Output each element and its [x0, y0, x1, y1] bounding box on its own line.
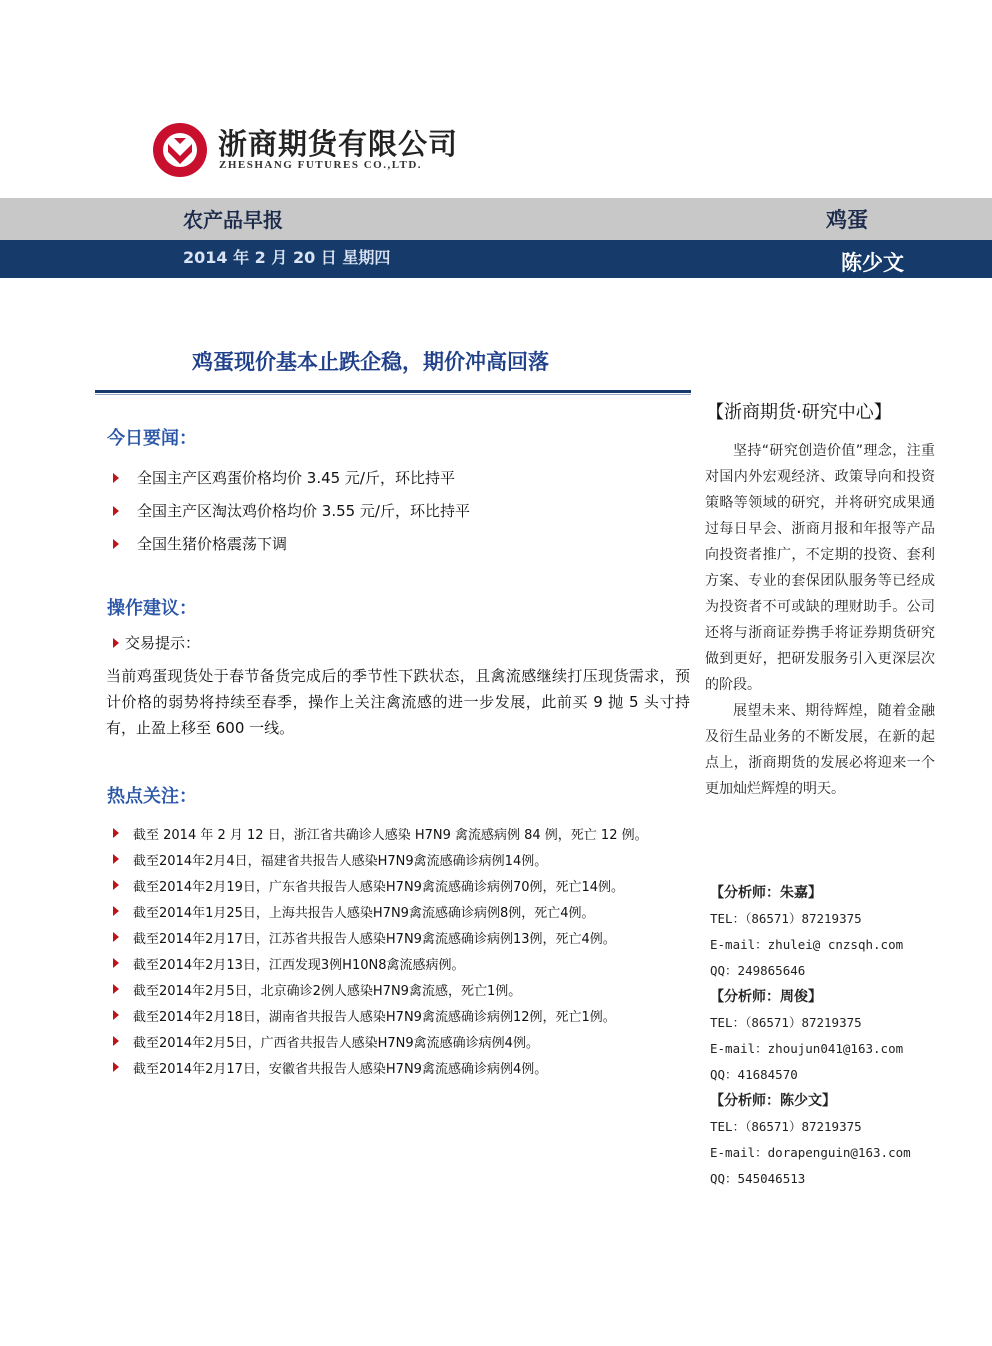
- bullet-triangle-icon: [113, 638, 119, 648]
- analyst-email: E-mail：zhulei@ cnzsqh.com: [710, 937, 904, 952]
- title-divider: [95, 390, 691, 393]
- analyst-contacts: [710, 880, 950, 1192]
- hotspot-item-text: 截至2014年2月5日，北京确诊2例人感染H7N9禽流感，死亡1例。: [133, 983, 522, 999]
- analyst-name: 【分析师：陈少文】: [710, 1093, 836, 1109]
- bullet-triangle-icon: [113, 932, 119, 942]
- author-name: 陈少文: [841, 251, 904, 275]
- hotspot-item: [113, 924, 648, 950]
- company-logo-icon: [152, 122, 208, 178]
- news-list: [113, 461, 470, 560]
- analyst-tel: TEL：（86571）87219375: [710, 911, 862, 926]
- analyst-qq: QQ：41684570: [710, 1067, 798, 1082]
- news-item: [113, 461, 470, 494]
- analyst-qq: QQ：545046513: [710, 1171, 806, 1186]
- bullet-triangle-icon: [113, 880, 119, 890]
- advice-heading: 操作建议：: [107, 598, 197, 619]
- hotspots-heading: 热点关注：: [107, 786, 197, 807]
- report-headline: 鸡蛋现价基本止跌企稳，期价冲高回落: [192, 350, 549, 374]
- hotspot-item-text: 截至2014年2月17日，江苏省共报告人感染H7N9禽流感确诊病例13例，死亡4例。: [133, 931, 616, 947]
- research-center-para: 坚持“研究创造价值”理念，注重对国内外宏观经济、政策导向和投资策略等领域的研究，并将研究成果通过每日早会、浙商月报和年报等产品向投资者推广，不定期的投资、套利方案、专业的套保团队服务等已经成为投资者不可或缺的理财助手。公司还将与浙商证券携手将证券期货研究做到更好，把研发服务引入更深层次的阶段。: [705, 443, 935, 693]
- bullet-triangle-icon: [113, 1010, 119, 1020]
- trade-tip: [113, 632, 200, 653]
- research-center-para: 展望未来、期待辉煌，随着金融及衍生品业务的不断发展，在新的起点上，浙商期货的发展必将迎来一个更加灿烂辉煌的明天。: [705, 703, 935, 797]
- hotspot-item-text: 截至2014年2月19日，广东省共报告人感染H7N9禽流感确诊病例70例，死亡14例。: [133, 879, 625, 895]
- analyst-tel: TEL：（86571）87219375: [710, 1119, 862, 1134]
- bullet-triangle-icon: [113, 958, 119, 968]
- bullet-triangle-icon: [113, 984, 119, 994]
- hotspot-item-text: 截至2014年2月18日，湖南省共报告人感染H7N9禽流感确诊病例12例，死亡1例。: [133, 1009, 616, 1025]
- trade-tip-label: 交易提示：: [125, 634, 201, 652]
- bullet-triangle-icon: [113, 506, 119, 516]
- analyst-name: 【分析师：周俊】: [710, 989, 822, 1005]
- hotspot-item-text: 截至 2014 年 2 月 12 日，浙江省共确诊人感染 H7N9 禽流感病例 84 例，死亡 12 例。: [133, 827, 648, 843]
- analyst-name: 【分析师：朱嘉】: [710, 885, 822, 901]
- hotspot-item-text: 截至2014年2月4日，福建省共报告人感染H7N9禽流感确诊病例14例。: [133, 853, 548, 869]
- analyst-card: [710, 880, 950, 984]
- hotspot-item: [113, 1002, 648, 1028]
- news-item-text: 全国生猪价格震荡下调: [137, 535, 288, 553]
- hotspots-list: [113, 820, 648, 1080]
- research-center-heading: 【浙商期货·研究中心】: [706, 402, 892, 423]
- news-item: [113, 494, 470, 527]
- commodity-label: 鸡蛋: [826, 208, 868, 232]
- hotspot-item: [113, 820, 648, 846]
- hotspot-item: [113, 1054, 648, 1080]
- hotspot-item-text: 截至2014年2月17日，安徽省共报告人感染H7N9禽流感确诊病例4例。: [133, 1061, 548, 1077]
- hotspot-item-text: 截至2014年2月13日，江西发现3例H10N8禽流感病例。: [133, 957, 465, 973]
- bullet-triangle-icon: [113, 1062, 119, 1072]
- hotspot-item: [113, 976, 648, 1002]
- bullet-triangle-icon: [113, 906, 119, 916]
- bullet-triangle-icon: [113, 854, 119, 864]
- company-name-cn: 浙商期货有限公司: [218, 127, 459, 161]
- advice-body: 当前鸡蛋现货处于春节备货完成后的季节性下跌状态，且禽流感继续打压现货需求，预计价格的弱势将持续至春季，操作上关注禽流感的进一步发展，此前买 9 抛 5 头寸持有，止盈上移至 600 一线。: [106, 667, 690, 737]
- analyst-email: E-mail：dorapenguin@163.com: [710, 1145, 911, 1160]
- hotspot-item: [113, 846, 648, 872]
- analyst-card: [710, 1088, 950, 1192]
- news-item: [113, 527, 470, 560]
- bullet-triangle-icon: [113, 473, 119, 483]
- bullet-triangle-icon: [113, 539, 119, 549]
- report-type: 农产品早报: [183, 208, 283, 232]
- research-center-text: [705, 438, 935, 802]
- hotspot-item-text: 截至2014年1月25日，上海共报告人感染H7N9禽流感确诊病例8例，死亡4例。: [133, 905, 595, 921]
- analyst-card: [710, 984, 950, 1088]
- bullet-triangle-icon: [113, 828, 119, 838]
- news-item-text: 全国主产区淘汰鸡价格均价 3.55 元/斤，环比持平: [137, 502, 470, 520]
- hotspot-item: [113, 872, 648, 898]
- hotspot-item: [113, 950, 648, 976]
- company-name-en: ZHESHANG FUTURES CO.,LTD.: [219, 159, 423, 171]
- analyst-qq: QQ：249865646: [710, 963, 806, 978]
- analyst-tel: TEL：（86571）87219375: [710, 1015, 862, 1030]
- hotspot-item: [113, 1028, 648, 1054]
- hotspot-item: [113, 898, 648, 924]
- news-heading: 今日要闻：: [107, 428, 197, 449]
- news-item-text: 全国主产区鸡蛋价格均价 3.45 元/斤，环比持平: [137, 469, 455, 487]
- report-date: 2014 年 2 月 20 日 星期四: [183, 248, 391, 267]
- bullet-triangle-icon: [113, 1036, 119, 1046]
- title-divider-thin: [95, 394, 691, 395]
- analyst-email: E-mail：zhoujun041@163.com: [710, 1041, 904, 1056]
- hotspot-item-text: 截至2014年2月5日，广西省共报告人感染H7N9禽流感确诊病例4例。: [133, 1035, 539, 1051]
